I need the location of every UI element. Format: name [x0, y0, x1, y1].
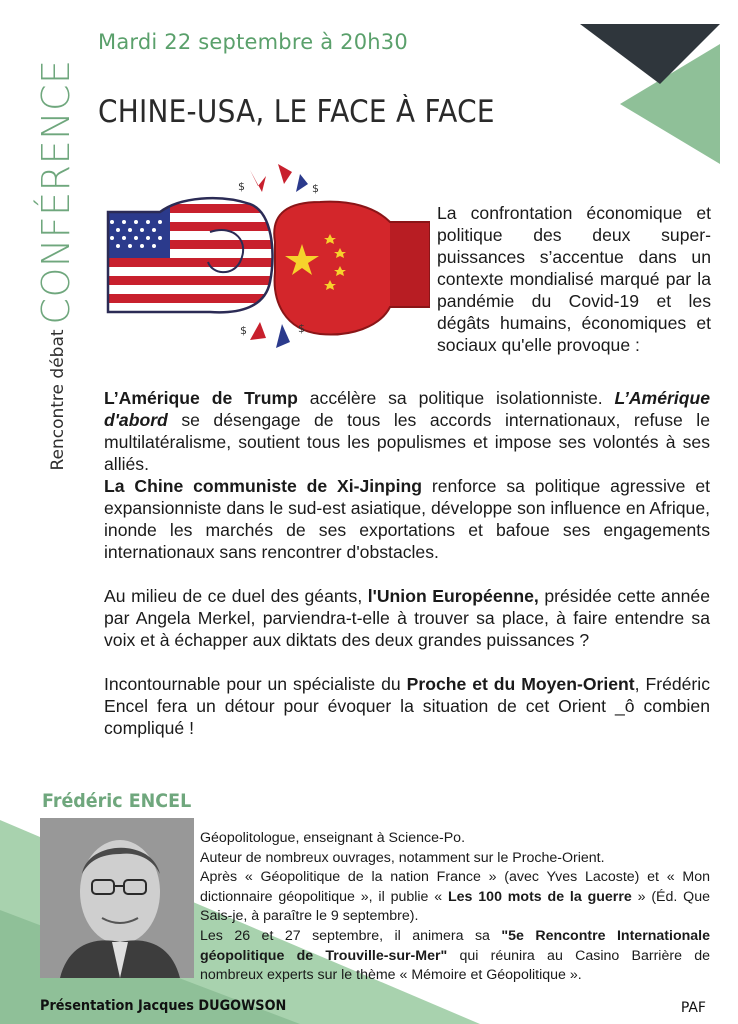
emphasis-usa: L’Amérique de Trump — [104, 388, 298, 408]
event-name: "5e Rencontre Internationale géopolitique de Trouville-sur-Mer" — [200, 927, 710, 964]
text: » (Éd. Que Sais-je, à paraître le 9 septembre). — [200, 888, 710, 925]
text: renforce sa politique agressive et expansionniste dans le sud-est asiatique, développe son influence en Afrique, inonde les marchés de ses exportations et bafoue ses engagements internationaux sans rencontrer d'obstacles. — [104, 476, 710, 562]
price-label: PAF — [680, 1000, 706, 1016]
vertical-heading — [28, 30, 84, 471]
vertical-title: CONFÉRENCE — [34, 59, 78, 325]
paragraph-europe — [104, 585, 710, 651]
presenter-credit: Présentation Jacques DUGOWSON — [40, 998, 287, 1014]
bio-line — [200, 927, 710, 986]
paragraph-usa — [104, 387, 710, 475]
speaker-name: Frédéric ENCEL — [42, 790, 192, 812]
text: Les 26 et 27 septembre, il animera sa — [200, 927, 502, 944]
boxing-gloves-illustration — [100, 162, 430, 352]
text: Après « Géopolitique de la nation France » (avec Yves Lacoste) et « Mon dictionnaire géopolitique », il publie « — [200, 869, 710, 905]
event-date: Mardi 22 septembre à 20h30 — [98, 30, 408, 54]
speaker-photo — [40, 818, 194, 978]
emphasis-eu: l'Union Européenne, — [367, 586, 539, 606]
article-body — [104, 387, 710, 761]
svg-text:$: $ — [298, 322, 305, 335]
text: qui réunira au Casino Barrière de nombreux experts sur le thème « Mémoire et Géopolitique ». — [200, 947, 710, 984]
vertical-subtitle: Rencontre débat — [48, 329, 69, 471]
svg-text:$: $ — [240, 324, 247, 337]
intro-paragraph: La confrontation économique et politique des deux super-puissances s’accentue dans un contexte mondialisé marqué par la pandémie du Covid-19 et les dégâts humains, économiques et sociaux qu'elle provoque : — [437, 203, 711, 355]
emphasis-america-first: L’Amérique d'abord — [104, 388, 710, 430]
text: accélère sa politique isolationniste. — [297, 388, 615, 408]
bio-line: Auteur de nombreux ouvrages, notamment sur le Proche-Orient. — [200, 849, 605, 866]
text: se désengage de tous les accords internationaux, refuse le multilatéralisme, soutient tous les populismes et impose ses volontés à ses alliés. — [104, 410, 710, 474]
emphasis-middle-east: Proche et du Moyen-Orient — [406, 674, 635, 694]
bio-line — [200, 868, 710, 927]
svg-text:$: $ — [238, 180, 245, 193]
svg-text:$: $ — [312, 182, 319, 195]
corner-decoration — [580, 24, 720, 164]
text: Au milieu de ce duel des géants, — [104, 586, 368, 606]
emphasis-china: La Chine communiste de Xi-Jinping — [104, 476, 423, 496]
bio-line: Géopolitologue, enseignant à Science-Po. — [200, 830, 466, 846]
speaker-bio — [200, 829, 710, 986]
paragraph-middle-east — [104, 673, 710, 739]
text: présidée cette année par Angela Merkel, parviendra-t-elle à trouver sa place, à faire entendre sa voix et à échapper aux diktats des deux grandes puissances ? — [104, 586, 710, 650]
paragraph-china — [104, 475, 710, 563]
text: Incontournable pour un spécialiste du — [104, 674, 407, 694]
book-title: Les 100 mots de la guerre — [448, 888, 632, 905]
page-title: CHINE-USA, LE FACE À FACE — [98, 94, 495, 130]
text: , Frédéric Encel fera un détour pour évoquer la situation de cet Orient _ô combien compliqué ! — [104, 674, 710, 738]
